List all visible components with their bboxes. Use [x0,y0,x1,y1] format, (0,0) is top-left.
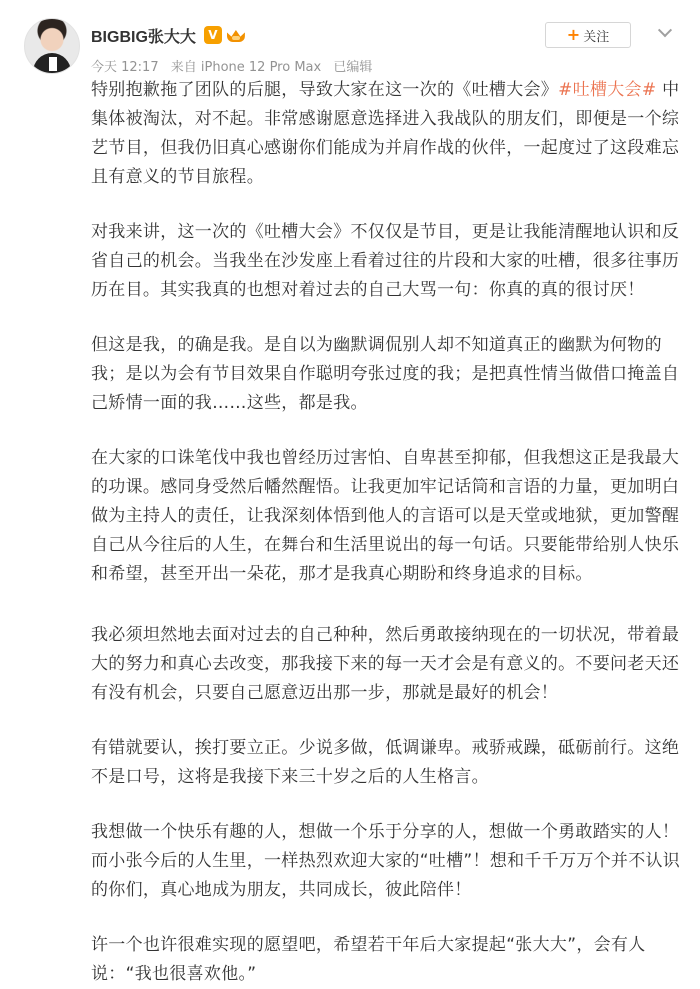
post-content [91,76,681,989]
username-link[interactable]: BIGBIG张大大 [91,28,196,46]
crown-icon [226,26,246,44]
chevron-down-icon[interactable] [654,22,676,44]
paragraph-1-text: 特别抱歉拖了团队的后腿，导致大家在这一次的《吐槽大会》 [91,80,559,100]
follow-button[interactable] [545,22,631,48]
avatar[interactable] [24,18,80,74]
paragraph-3: 但这是我，的确是我。是自以为幽默调侃别人却不知道真正的幽默为何物的我；是以为会有节目效果自作聪明夸张过度的我；是把真性情当做借口掩盖自己矫情一面的我……这些，都是我。 [91,335,680,413]
plus-icon: + [566,25,581,44]
user-line [91,22,246,48]
paragraph-4: 在大家的口诛笔伐中我也曾经历过害怕、自卑甚至抑郁，但我想这正是我最大的功课。感同身受然后幡然醒悟。让我更加牢记话筒和言语的力量，更加明白做为主持人的责任，让我深刻体悟到他人的言语可以是天堂或地狱，更加警醒自己从今往后的人生，在舞台和生活里说出的每一句话。只要能带给别人快乐和希望，甚至开出一朵花，那才是我真心期盼和终身追求的目标。 [91,448,680,584]
paragraph-6: 有错就要认，挨打要立正。少说多做，低调谦卑。戒骄戒躁，砥砺前行。这绝不是口号，这将是我接下来三十岁之后的人生格言。 [91,738,680,787]
paragraph-5: 我必须坦然地去面对过去的自己种种，然后勇敢接纳现在的一切状况，带着最大的努力和真心去改变，那我接下来的每一天才会是有意义的。不要问老天还有没有机会，只要自己愿意迈出那一步，那就是最好的机会！ [91,625,680,703]
verified-badge-icon: V [204,26,222,44]
post-source: 来自 iPhone 12 Pro Max [170,60,322,75]
paragraph-7: 我想做一个快乐有趣的人，想做一个乐于分享的人，想做一个勇敢踏实的人！而小张今后的人生里，一样热烈欢迎大家的“吐槽”！想和千千万万个并不认识的你们，真心地成为朋友，共同成长，彼此陪伴！ [91,822,681,900]
follow-label: 关注 [583,29,610,45]
post-time[interactable]: 今天 12:17 [91,60,159,75]
edited-label[interactable]: 已编辑 [333,60,373,75]
post-meta [91,56,380,75]
topic-link[interactable]: #吐槽大会# [558,80,657,100]
paragraph-2: 对我来讲，这一次的《吐槽大会》不仅仅是节目，更是让我能清醒地认识和反省自己的机会。当我坐在沙发座上看着过往的片段和大家的吐槽，很多往事历历在目。其实我真的也想对着过去的自己大骂一句：你真的真的很讨厌！ [91,222,680,300]
paragraph-1 [91,76,681,192]
paragraph-1-text-rest: 中集体被淘汰，对不起。非常感谢愿意选择进入我战队的朋友们，即便是一个综艺节目，但我仍旧真心感谢你们能成为并肩作战的伙伴，一起度过了这段难忘且有意义的节目旅程。 [91,80,680,187]
paragraph-8: 许一个也许很难实现的愿望吧，希望若干年后大家提起“张大大”，会有人说：“我也很喜欢他。” [91,935,646,984]
